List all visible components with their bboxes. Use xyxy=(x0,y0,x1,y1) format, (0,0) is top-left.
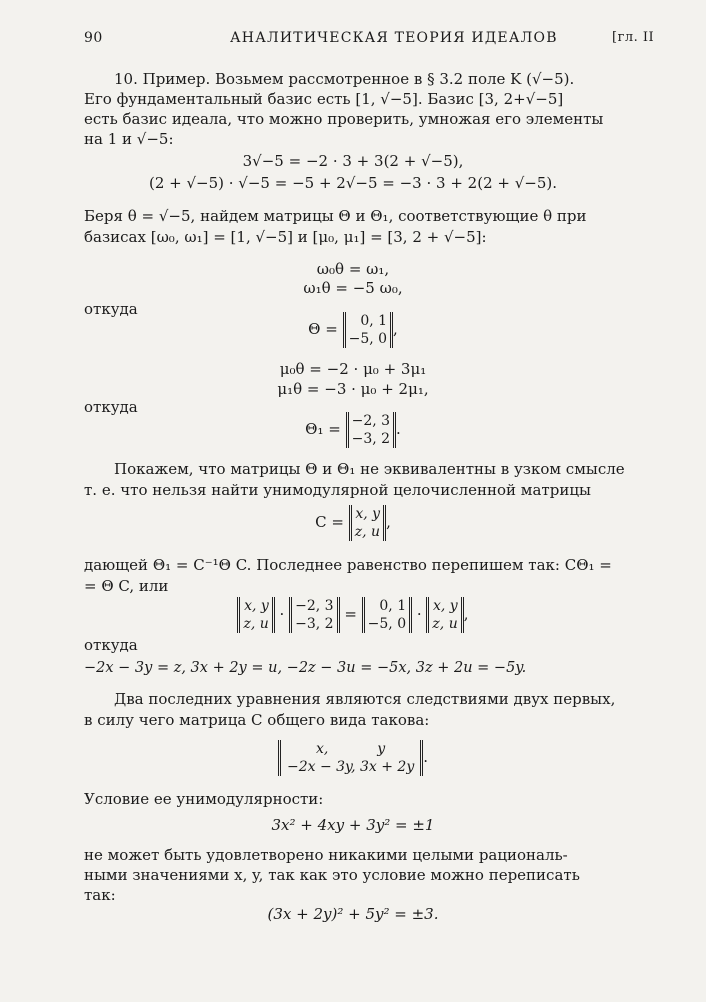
paragraph-7-line-1: не может быть удовлетворено никакими целыми рациональ- xyxy=(84,846,568,864)
equation-9: (3x + 2y)² + 5y² = ±3. xyxy=(267,905,439,923)
equation-2: (2 + √−5) · √−5 = −5 + 2√−5 = −3 · 3 + 2(2 + √−5). xyxy=(148,174,558,192)
c-row-2: z, u xyxy=(354,524,381,540)
matrix-c-row-2: −5, 0 xyxy=(367,616,407,632)
theta1-matrix-equation: Θ₁ = −2, 3 −3, 2 . xyxy=(305,413,401,447)
general-c-matrix: x, y −2x − 3y, 3x + 2y . xyxy=(0,740,706,776)
otkuda-1: откуда xyxy=(84,300,138,318)
c-matrix xyxy=(349,505,386,541)
paragraph-4-line-2: = Θ C, или xyxy=(84,577,169,595)
running-title: АНАЛИТИЧЕСКАЯ ТЕОРИЯ ИДЕАЛОВ xyxy=(230,30,558,46)
page-number: 90 xyxy=(84,30,103,46)
equation-4: ω₁θ = −5 ω₀, xyxy=(303,279,403,297)
theta1-row-1: −2, 3 xyxy=(351,413,391,429)
paragraph-1-line-2: Его фундаментальный базис есть [1, √−5]. Базис [3, 2+√−5] xyxy=(84,90,564,108)
general-c-matrix-body xyxy=(278,740,423,776)
c-matrix-equation: C = x, y z, u , xyxy=(315,506,391,540)
theta-lhs: Θ = xyxy=(308,320,338,338)
paragraph-3-line-2: т. е. что нельзя найти унимодулярной целочисленной матрицы xyxy=(84,481,591,499)
paragraph-1-line-1: 10. Пример. Возьмем рассмотренное в § 3.2 поле K (√−5). xyxy=(114,70,575,88)
matrix-product-equation: x, y z, u · −2, 3 −3, 2 = 0, 1 −5, 0 · x, y z, u , xyxy=(0,597,706,633)
equation-5: μ₀θ = −2 · μ₀ + 3μ₁ xyxy=(279,360,427,378)
equation-8: 3x² + 4xy + 3y² = ±1 xyxy=(271,816,435,834)
paragraph-1-line-4: на 1 и √−5: xyxy=(84,130,174,148)
paragraph-3-line-1: Покажем, что матрицы Θ и Θ₁ не эквивалентны в узком смысле xyxy=(114,460,625,478)
chapter-label: [гл. II xyxy=(612,30,655,45)
paragraph-1-line-3: есть базис идеала, что можно проверить, умножая его элементы xyxy=(84,110,604,128)
theta1-lhs: Θ₁ = xyxy=(305,420,341,438)
matrix-d xyxy=(426,597,463,633)
matrix-c xyxy=(362,597,412,633)
theta1-matrix xyxy=(346,412,396,448)
matrix-a-row-1: x, y xyxy=(244,598,269,614)
paragraph-5-line-1: Два последних уравнения являются следствиями двух первых, xyxy=(114,690,616,708)
matrix-b-row-1: −2, 3 xyxy=(295,598,334,614)
c-lhs: C = xyxy=(315,513,344,531)
c-row-1: x, y xyxy=(355,506,381,522)
general-c-row-1: x, y xyxy=(316,741,386,757)
paragraph-4-line-1: дающей Θ₁ = C⁻¹Θ C. Последнее равенство перепишем так: CΘ₁ = xyxy=(84,556,612,574)
paragraph-2-line-2: базисах [ω₀, ω₁] = [1, √−5] и [μ₀, μ₁] = [3, 2 + √−5]: xyxy=(84,228,487,246)
equation-7: −2x − 3y = z, 3x + 2y = u, −2z − 3u = −5x, 3z + 2u = −5y. xyxy=(84,660,527,676)
theta1-row-2: −3, 2 xyxy=(351,431,391,447)
matrix-a xyxy=(237,597,274,633)
theta-row-1: 0, 1 xyxy=(360,313,388,329)
equation-3: ω₀θ = ω₁, xyxy=(316,260,390,278)
matrix-b-row-2: −3, 2 xyxy=(295,616,334,632)
paragraph-2-line-1: Беря θ = √−5, найдем матрицы Θ и Θ₁, соответствующие θ при xyxy=(84,207,587,225)
matrix-a-row-2: z, u xyxy=(243,616,269,632)
paragraph-7-line-3: так: xyxy=(84,886,116,904)
theta-matrix-equation: Θ = 0, 1 −5, 0 , xyxy=(308,313,398,347)
matrix-c-row-1: 0, 1 xyxy=(379,598,407,614)
equation-1: 3√−5 = −2 · 3 + 3(2 + √−5), xyxy=(242,152,464,170)
paragraph-5-line-2: в силу чего матрица C общего вида такова: xyxy=(84,711,430,729)
theta-matrix xyxy=(343,312,393,348)
matrix-b xyxy=(289,597,339,633)
otkuda-3: откуда xyxy=(84,636,138,654)
otkuda-2: откуда xyxy=(84,398,138,416)
equation-6: μ₁θ = −3 · μ₀ + 2μ₁, xyxy=(277,380,429,398)
matrix-d-row-2: z, u xyxy=(432,616,458,632)
paragraph-6: Условие ее унимодулярности: xyxy=(84,790,324,808)
general-c-row-2: −2x − 3y, 3x + 2y xyxy=(286,759,415,775)
theta-row-2: −5, 0 xyxy=(348,331,388,347)
matrix-d-row-1: x, y xyxy=(433,598,458,614)
paragraph-7-line-2: ными значениями x, y, так как это условие можно переписать xyxy=(84,866,580,884)
